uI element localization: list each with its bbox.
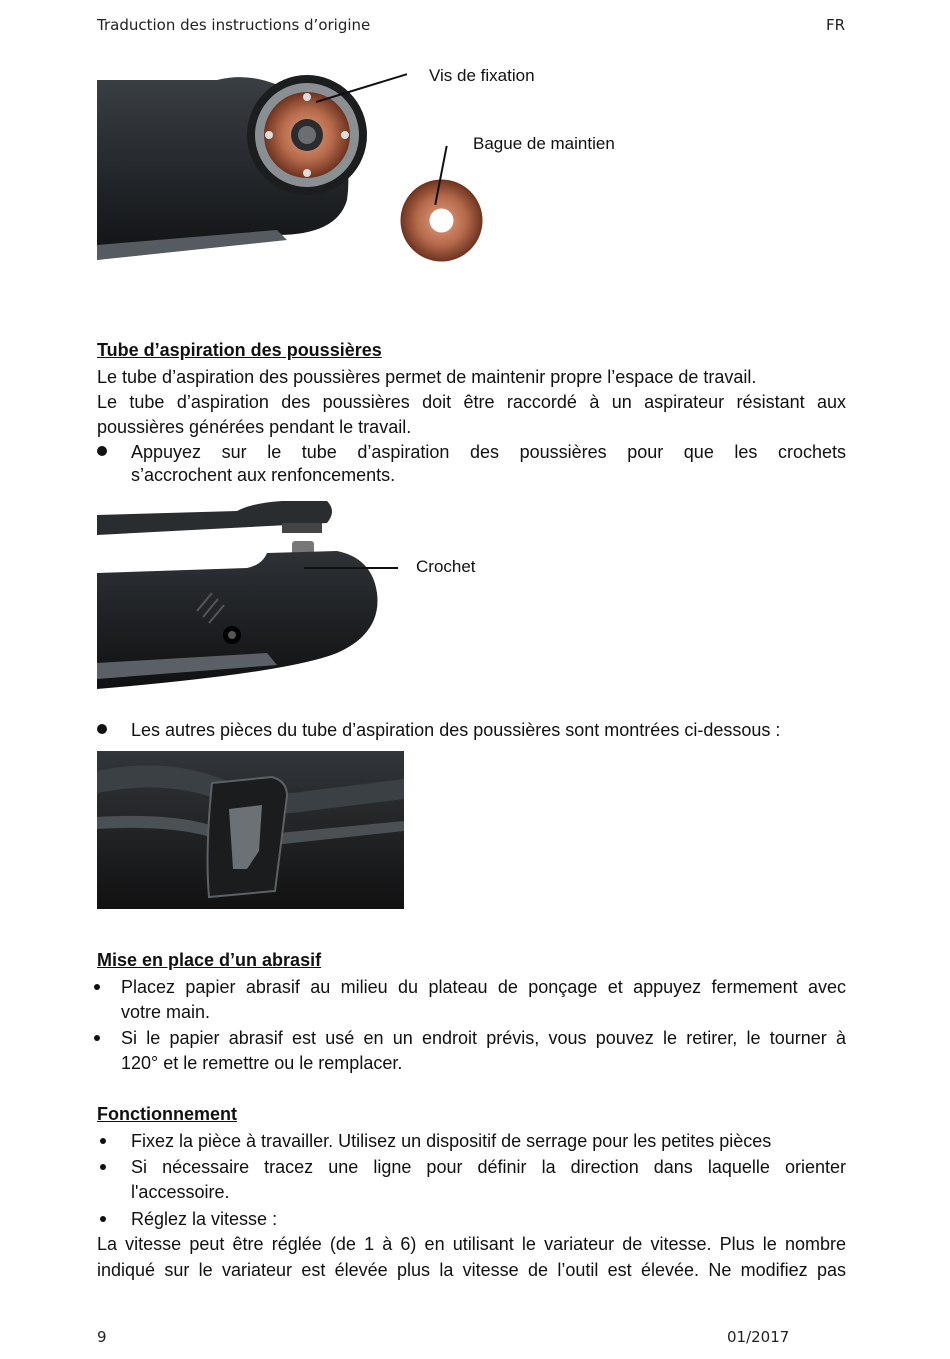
dust-tube-hook-photo	[97, 493, 407, 689]
tool-head-photo	[97, 60, 417, 300]
paragraph: poussières générées pendant le travail.	[97, 417, 412, 437]
list-item: Placez papier abrasif au milieu du plateau de ponçage et appuyez fermement avec	[121, 977, 846, 997]
list-item: Si le papier abrasif est usé en un endroit prévis, vous pouvez le retirer, le tourner à	[121, 1028, 846, 1048]
list-item: Si nécessaire tracez une ligne pour définir la direction dans laquelle orienter	[131, 1157, 846, 1177]
section-title-dust: Tube d’aspiration des poussières	[97, 340, 382, 360]
dust-tube-parts-photo	[97, 751, 404, 909]
paragraph: indiqué sur le variateur est élevée plus la vitesse de l’outil est élevée. Ne modifiez pas	[97, 1260, 846, 1280]
paragraph: Le tube d’aspiration des poussières doit être raccordé à un aspirateur résistant aux	[97, 392, 846, 412]
paragraph: Le tube d’aspiration des poussières permet de maintenir propre l’espace de travail.	[97, 367, 757, 387]
callout-screw: Vis de fixation	[429, 66, 535, 85]
bullet-icon	[94, 1035, 100, 1041]
paragraph: La vitesse peut être réglée (de 1 à 6) en utilisant le variateur de vitesse. Plus le nombre	[97, 1234, 846, 1254]
bullet-icon	[94, 984, 100, 990]
bullet-icon	[97, 446, 107, 456]
list-item: Réglez la vitesse :	[131, 1209, 278, 1229]
header-language: FR	[826, 16, 846, 34]
section-title-abrasive: Mise en place d’un abrasif	[97, 950, 322, 970]
retaining-ring-photo	[399, 178, 484, 263]
bullet-icon	[100, 1216, 106, 1222]
bullet-icon	[100, 1138, 106, 1144]
page-number: 9	[97, 1328, 107, 1346]
callout-hook: Crochet	[416, 557, 476, 576]
footer-date: 01/2017	[727, 1328, 790, 1346]
list-item: Appuyez sur le tube d’aspiration des poussières pour que les crochets	[131, 442, 846, 462]
list-item: Fixez la pièce à travailler. Utilisez un dispositif de serrage pour les petites pièces	[131, 1131, 772, 1151]
callout-ring: Bague de maintien	[473, 134, 615, 153]
bullet-icon	[100, 1164, 106, 1170]
list-item: 120° et le remettre ou le remplacer.	[121, 1053, 403, 1073]
list-item: l'accessoire.	[131, 1182, 230, 1202]
callout-line-hook	[304, 567, 398, 569]
list-item: s’accrochent aux renfoncements.	[131, 465, 396, 485]
header-title: Traduction des instructions d’origine	[97, 16, 371, 34]
list-item: votre main.	[121, 1002, 211, 1022]
list-item: Les autres pièces du tube d’aspiration des poussières sont montrées ci-dessous :	[131, 720, 781, 740]
bullet-icon	[97, 724, 107, 734]
section-title-operation: Fonctionnement	[97, 1104, 237, 1124]
